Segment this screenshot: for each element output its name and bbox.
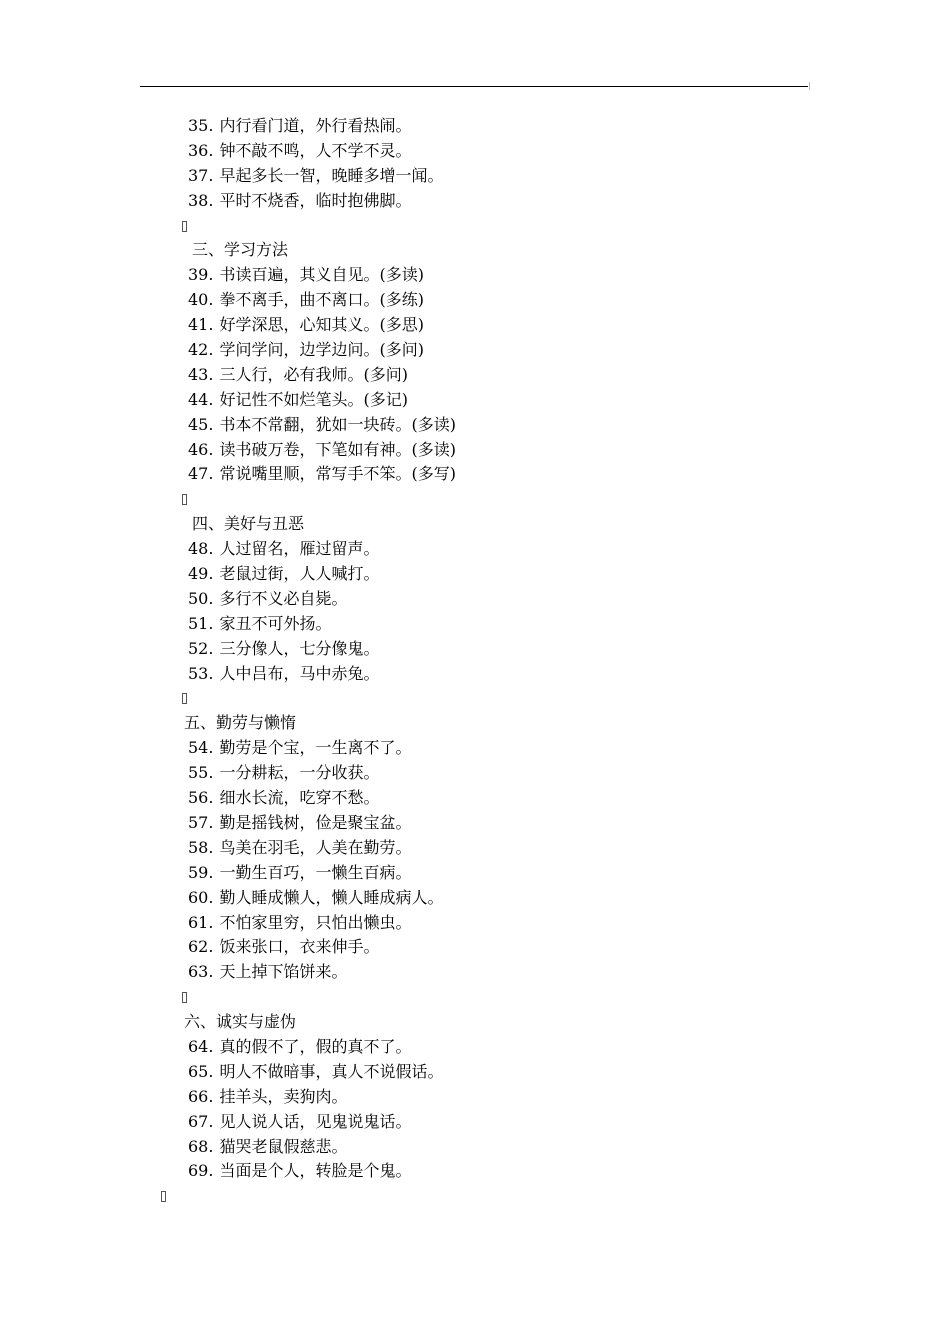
item-number: 58.: [188, 837, 214, 857]
item-number: 53.: [188, 663, 214, 683]
document-body: [0, 114, 950, 1209]
list-item: [0, 836, 950, 861]
item-number: 39.: [188, 265, 214, 285]
list-item: [0, 1159, 950, 1184]
item-text: 书本不常翻，犹如一块砖。(多读): [219, 414, 456, 434]
item-text: 人中吕布，马中赤兔。: [219, 663, 380, 683]
item-number: 59.: [188, 862, 214, 882]
item-text: 挂羊头，卖狗肉。: [219, 1086, 348, 1106]
item-text: 三人行，必有我师。(多问): [219, 364, 408, 384]
item-text: 早起多长一智，晚睡多增一闻。: [219, 165, 444, 185]
list-item: [0, 1060, 950, 1085]
paragraph-marker-icon: [182, 693, 187, 704]
item-text: 三分像人，七分像鬼。: [219, 638, 380, 658]
list-item: [0, 761, 950, 786]
list-item: [0, 338, 950, 363]
item-text: 钟不敲不鸣，人不学不灵。: [219, 140, 412, 160]
item-number: 44.: [188, 389, 214, 409]
paragraph-marker-icon: [182, 494, 187, 505]
list-item: [0, 562, 950, 587]
list-item: [0, 861, 950, 886]
list-item: [0, 1110, 950, 1135]
item-number: 51.: [188, 613, 214, 633]
header-rule: [140, 86, 808, 87]
item-number: 43.: [188, 364, 214, 384]
list-item: [0, 662, 950, 687]
item-text: 多行不义必自毙。: [219, 588, 348, 608]
item-text: 平时不烧香，临时抱佛脚。: [219, 190, 412, 210]
item-text: 书读百遍，其义自见。(多读): [219, 265, 424, 285]
item-number: 52.: [188, 638, 214, 658]
list-item: [0, 413, 950, 438]
item-text: 真的假不了，假的真不了。: [219, 1036, 412, 1056]
paragraph-marker-line: [0, 214, 950, 239]
item-number: 47.: [188, 464, 214, 484]
item-number: 35.: [188, 116, 214, 135]
paragraph-marker-icon: [182, 992, 187, 1003]
paragraph-marker-line: [0, 985, 950, 1010]
item-number: 49.: [188, 564, 214, 584]
item-number: 62.: [188, 937, 214, 957]
item-number: 50.: [188, 588, 214, 608]
item-number: 65.: [188, 1061, 214, 1081]
item-text: 拳不离手，曲不离口。(多练): [219, 290, 424, 310]
list-item: [0, 637, 950, 662]
list-item: [0, 786, 950, 811]
item-number: 63.: [188, 962, 214, 982]
item-text: 勤劳是个宝，一生离不了。: [219, 738, 412, 758]
item-text: 家丑不可外扬。: [219, 613, 332, 633]
list-item: [0, 438, 950, 463]
list-item: [0, 462, 950, 487]
item-number: 67.: [188, 1111, 214, 1131]
item-text: 人过留名，雁过留声。: [219, 539, 380, 559]
item-text: 内行看门道，外行看热闹。: [219, 116, 412, 135]
item-number: 66.: [188, 1086, 214, 1106]
paragraph-marker-line: [0, 1184, 950, 1209]
item-number: 69.: [188, 1161, 214, 1181]
item-number: 55.: [188, 763, 214, 783]
list-item: [0, 1085, 950, 1110]
section-heading: 五、勤劳与懒惰: [184, 713, 297, 733]
item-number: 45.: [188, 414, 214, 434]
item-text: 读书破万卷，下笔如有神。(多读): [219, 439, 456, 459]
list-item: [0, 537, 950, 562]
item-text: 老鼠过街，人人喊打。: [219, 564, 380, 584]
list-item: [0, 313, 950, 338]
item-text: 学问学问，边学边问。(多问): [219, 340, 424, 360]
list-item: [0, 1035, 950, 1060]
list-item: [0, 1135, 950, 1160]
item-text: 常说嘴里顺，常写手不笨。(多写): [219, 464, 456, 484]
item-text: 勤是摇钱树，俭是聚宝盆。: [219, 812, 412, 832]
item-number: 37.: [188, 165, 214, 185]
item-text: 饭来张口，衣来伸手。: [219, 937, 380, 957]
section-heading: 三、学习方法: [192, 240, 289, 260]
item-text: 勤人睡成懒人，懒人睡成病人。: [219, 887, 444, 907]
item-number: 64.: [188, 1036, 214, 1056]
list-item: [0, 587, 950, 612]
item-number: 46.: [188, 439, 214, 459]
paragraph-marker-icon: [161, 1191, 166, 1202]
item-number: 36.: [188, 140, 214, 160]
item-text: 好记性不如烂笔头。(多记): [219, 389, 408, 409]
list-item: [0, 612, 950, 637]
item-text: 见人说人话，见鬼说鬼话。: [219, 1111, 412, 1131]
list-item: [0, 960, 950, 985]
item-text: 不怕家里穷，只怕出懒虫。: [219, 912, 412, 932]
list-item: [0, 363, 950, 388]
item-text: 好学深思，心知其义。(多思): [219, 315, 424, 335]
list-item: [0, 911, 950, 936]
list-item: [0, 388, 950, 413]
header-rule-tick: [809, 82, 810, 90]
item-number: 42.: [188, 340, 214, 360]
item-number: 54.: [188, 738, 214, 758]
item-number: 61.: [188, 912, 214, 932]
item-text: 鸟美在羽毛，人美在勤劳。: [219, 837, 412, 857]
list-item: [0, 811, 950, 836]
section-heading: 六、诚实与虚伪: [184, 1012, 297, 1032]
list-item: [0, 935, 950, 960]
list-item: [0, 263, 950, 288]
list-item: [0, 736, 950, 761]
item-number: 57.: [188, 812, 214, 832]
item-number: 40.: [188, 290, 214, 310]
paragraph-marker-line: [0, 686, 950, 711]
list-item: [0, 114, 950, 139]
section-heading: 四、美好与丑恶: [192, 514, 305, 534]
item-text: 猫哭老鼠假慈悲。: [219, 1136, 348, 1156]
paragraph-marker-line: [0, 487, 950, 512]
item-number: 68.: [188, 1136, 214, 1156]
item-text: 当面是个人，转脸是个鬼。: [219, 1161, 412, 1181]
item-text: 天上掉下馅饼来。: [219, 962, 348, 982]
list-item: [0, 288, 950, 313]
item-number: 56.: [188, 788, 214, 808]
item-text: 一分耕耘，一分收获。: [219, 763, 380, 783]
item-text: 一勤生百巧，一懒生百病。: [219, 862, 412, 882]
paragraph-marker-icon: [182, 221, 187, 232]
item-number: 41.: [188, 315, 214, 335]
list-item: [0, 886, 950, 911]
item-text: 细水长流，吃穿不愁。: [219, 788, 380, 808]
item-text: 明人不做暗事，真人不说假话。: [219, 1061, 444, 1081]
item-number: 48.: [188, 539, 214, 559]
list-item: [0, 139, 950, 164]
list-item: [0, 189, 950, 214]
item-number: 60.: [188, 887, 214, 907]
item-number: 38.: [188, 190, 214, 210]
list-item: [0, 164, 950, 189]
